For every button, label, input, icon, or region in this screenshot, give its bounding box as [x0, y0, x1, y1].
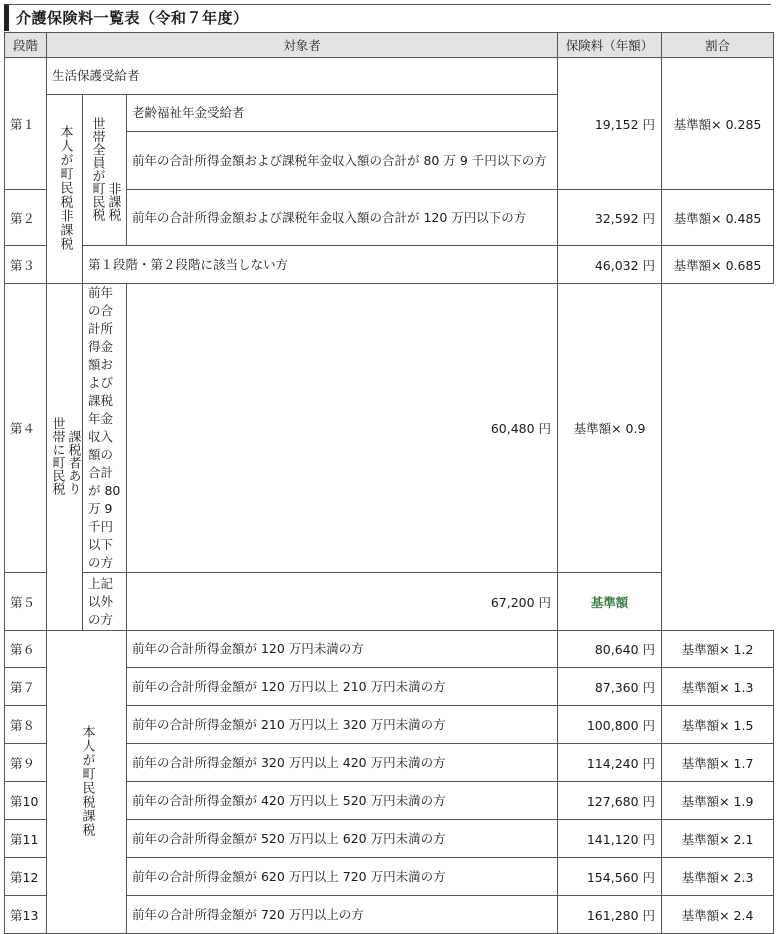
stage-cell: 第３	[5, 246, 47, 284]
desc-cell: 前年の合計所得金額が 320 万円以上 420 万円未満の方	[127, 744, 558, 782]
household-taxed-line1: 世帯に町民税	[49, 416, 65, 495]
group-household-non-taxed	[83, 95, 127, 246]
group-taxed	[47, 631, 127, 934]
desc-cell: 前年の合計所得金額が 420 万円以上 520 万円未満の方	[127, 782, 558, 820]
table-row	[5, 631, 774, 668]
amount-cell: 114,240 円	[558, 744, 662, 782]
household-non-taxed-line2: 非課税	[105, 181, 121, 221]
amount-cell: 127,680 円	[558, 782, 662, 820]
amount-cell: 46,032 円	[558, 246, 662, 284]
desc-cell: 前年の合計所得金額が 720 万円以上の方	[127, 896, 558, 934]
stage-cell: 第１	[5, 58, 47, 190]
group-non-taxed-label: 本人が町民税非課税	[57, 124, 73, 251]
ratio-cell: 基準額	[558, 573, 662, 631]
desc-cell: 前年の合計所得金額が 210 万円以上 320 万円未満の方	[127, 706, 558, 744]
ratio-cell: 基準額× 2.3	[662, 858, 774, 896]
stage-cell: 第10	[5, 782, 47, 820]
desc-cell: 上記以外の方	[83, 573, 127, 631]
group-household-taxed	[47, 284, 83, 631]
stage-cell: 第４	[5, 284, 47, 573]
stage-cell: 第11	[5, 820, 47, 858]
amount-cell: 67,200 円	[127, 573, 558, 631]
desc-cell: 前年の合計所得金額が 620 万円以上 720 万円未満の方	[127, 858, 558, 896]
table-row	[5, 246, 774, 284]
amount-cell: 154,560 円	[558, 858, 662, 896]
ratio-cell: 基準額× 0.285	[662, 58, 774, 190]
ratio-cell: 基準額× 1.5	[662, 706, 774, 744]
header-target: 対象者	[47, 33, 558, 58]
table-row	[5, 573, 774, 631]
stage-cell: 第６	[5, 631, 47, 668]
household-non-taxed-line1: 世帯全員が町民税	[89, 116, 105, 221]
stage-cell: 第７	[5, 668, 47, 706]
group-non-taxed	[47, 95, 83, 284]
header-stage: 段階	[5, 33, 47, 58]
amount-cell: 100,800 円	[558, 706, 662, 744]
ratio-cell: 基準額× 1.2	[662, 631, 774, 668]
amount-cell: 19,152 円	[558, 58, 662, 190]
ratio-cell: 基準額× 1.9	[662, 782, 774, 820]
amount-cell: 87,360 円	[558, 668, 662, 706]
table-row	[5, 58, 774, 95]
group-taxed-label: 本人が町民税課税	[79, 724, 95, 837]
stage-cell: 第８	[5, 706, 47, 744]
ratio-cell: 基準額× 1.7	[662, 744, 774, 782]
ratio-cell: 基準額× 0.9	[558, 284, 662, 573]
stage-cell: 第２	[5, 190, 47, 246]
header-row	[5, 33, 774, 58]
desc-cell: 前年の合計所得金額が 120 万円以上 210 万円未満の方	[127, 668, 558, 706]
desc-cell: 前年の合計所得金額および課税年金収入額の合計が 120 万円以下の方	[127, 190, 558, 246]
ratio-cell: 基準額× 0.485	[662, 190, 774, 246]
table-row	[5, 284, 774, 573]
page-title: 介護保険料一覧表（令和７年度）	[4, 4, 771, 31]
amount-cell: 80,640 円	[558, 631, 662, 668]
ratio-cell: 基準額× 2.1	[662, 820, 774, 858]
desc-cell: 前年の合計所得金額が 120 万円未満の方	[127, 631, 558, 668]
desc-cell: 第１段階・第２段階に該当しない方	[83, 246, 558, 284]
stage-cell: 第13	[5, 896, 47, 934]
ratio-cell: 基準額× 2.4	[662, 896, 774, 934]
header-premium: 保険料（年額）	[558, 33, 662, 58]
group-welfare: 生活保護受給者	[47, 58, 558, 95]
amount-cell: 32,592 円	[558, 190, 662, 246]
stage-cell: 第５	[5, 573, 47, 631]
ratio-cell: 基準額× 1.3	[662, 668, 774, 706]
amount-cell: 161,280 円	[558, 896, 662, 934]
amount-cell: 60,480 円	[127, 284, 558, 573]
household-taxed-line2: 課税者あり	[65, 429, 81, 495]
amount-cell: 141,120 円	[558, 820, 662, 858]
stage-cell: 第９	[5, 744, 47, 782]
header-ratio: 割合	[662, 33, 774, 58]
stage-cell: 第12	[5, 858, 47, 896]
desc-cell: 前年の合計所得金額および課税年金収入額の合計が 80 万 9 千円以下の方	[127, 132, 558, 190]
premium-table	[4, 32, 774, 934]
desc-cell: 老齢福祉年金受給者	[127, 95, 558, 132]
ratio-cell: 基準額× 0.685	[662, 246, 774, 284]
desc-cell: 前年の合計所得金額および課税年金収入額の合計が 80 万 9 千円以下の方	[83, 284, 127, 573]
desc-cell: 前年の合計所得金額が 520 万円以上 620 万円未満の方	[127, 820, 558, 858]
